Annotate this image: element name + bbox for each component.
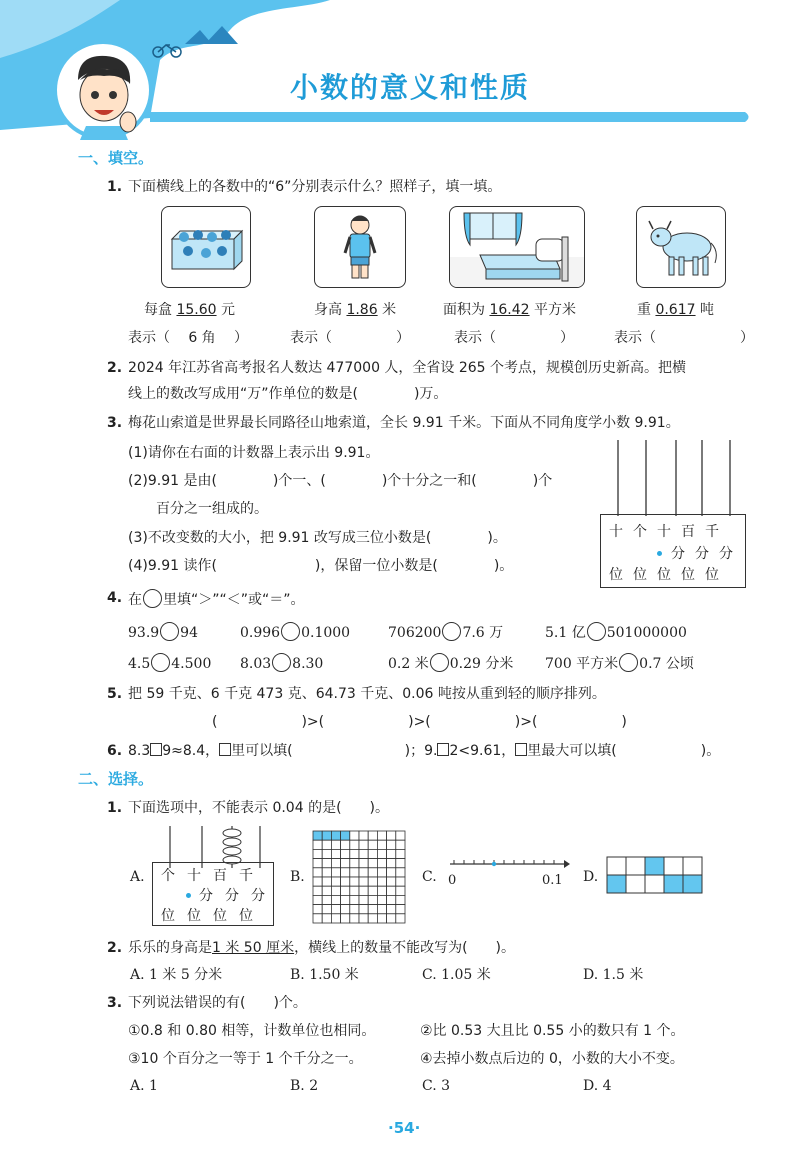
grid-cell — [377, 859, 386, 868]
grid-cell — [377, 886, 386, 895]
s2-q3-statement-1: ①0.8 和 0.80 相等，计数单位也相同。 — [128, 1023, 376, 1039]
grid-cell — [350, 895, 359, 904]
grid-cell — [313, 877, 322, 886]
compare-circle-icon — [143, 589, 162, 608]
grid-cell — [387, 859, 396, 868]
q1-item1-answer[interactable]: 表示（ 6 角 ） — [128, 330, 248, 346]
grid-cell — [322, 831, 331, 840]
block-cell — [645, 875, 664, 893]
grid-cell — [322, 859, 331, 868]
grid-cell — [350, 868, 359, 877]
s2-q1-number: 1. — [107, 800, 123, 816]
s2-q2-option-c[interactable]: C. 1.05 米 — [422, 967, 491, 983]
grid-cell — [350, 886, 359, 895]
q2-line1: 2024 年江苏省高考报名人数达 477000 人，全省设 265 个考点，规模创历史新高。把横 — [128, 360, 687, 376]
grid-cell — [387, 877, 396, 886]
q3-counter-wei-1: 位 — [609, 567, 633, 583]
grid-cell — [341, 859, 350, 868]
q1-text: 下面横线上的各数中的“6”分别表示什么？照样子，填一填。 — [128, 179, 502, 195]
grid-cell — [350, 914, 359, 923]
q6-text[interactable]: 8.3 9≈8.4， 里可以填( )；9. 2<9.61， 里最大可以填( )。 — [128, 743, 721, 759]
grid-cell — [359, 840, 368, 849]
q2-number: 2. — [107, 360, 123, 376]
number-line-start: 0 — [448, 873, 457, 888]
grid-cell — [322, 877, 331, 886]
q3-counter-label-5: 千 — [705, 524, 729, 540]
grid-cell — [350, 859, 359, 868]
s2-q1-option-b[interactable]: B. — [290, 869, 305, 885]
grid-cell — [313, 886, 322, 895]
grid-cell — [387, 886, 396, 895]
blank-box-icon — [515, 743, 527, 756]
grid-cell — [368, 831, 377, 840]
q3-counter-rods[interactable] — [598, 436, 748, 516]
grid-cell — [331, 849, 340, 858]
grid-cell — [313, 905, 322, 914]
grid-cell — [341, 895, 350, 904]
grid-cell — [396, 831, 405, 840]
q3-counter-wei-2: 位 — [633, 567, 657, 583]
q3-counter-label-3: 十 — [657, 524, 681, 540]
grid-cell — [387, 849, 396, 858]
grid-cell — [387, 868, 396, 877]
block-cell — [607, 857, 626, 875]
q1-item3-answer[interactable]: 表示（ ） — [454, 330, 574, 346]
grid-cell — [313, 840, 322, 849]
grid-cell — [377, 877, 386, 886]
s2-q3-statement-4: ④去掉小数点后边的 0，小数的大小不变。 — [420, 1051, 684, 1067]
block-cell — [683, 857, 702, 875]
q1-item3-caption: 面积为 16.42 平方米 — [443, 302, 576, 318]
cow-icon — [636, 206, 726, 288]
grid-cell — [331, 914, 340, 923]
grid-cell — [368, 905, 377, 914]
grid-cell — [368, 895, 377, 904]
grid-cell — [359, 914, 368, 923]
grid-cell — [396, 877, 405, 886]
q4-pair-7[interactable]: 0.2 米 0.29 分米 — [388, 653, 513, 673]
grid-cell — [313, 859, 322, 868]
section1-heading: 一、填空。 — [78, 149, 154, 167]
grid-cell — [331, 831, 340, 840]
decimal-point — [186, 893, 191, 898]
boy-icon — [314, 206, 406, 288]
q3-sub1: (1)请你在右面的计数器上表示出 9.91。 — [128, 445, 380, 461]
q5-number: 5. — [107, 686, 123, 702]
q4-pair-8[interactable]: 700 平方米 0.7 公顷 — [545, 653, 694, 673]
section2-heading: 二、选择。 — [78, 770, 154, 788]
grid-cell — [331, 905, 340, 914]
grid-cell — [313, 895, 322, 904]
q3-counter-label-1: 十 — [609, 524, 633, 540]
q3-counter-fen-2: 分 — [695, 546, 719, 562]
q1-item2-caption: 身高 1.86 米 — [314, 302, 397, 318]
grid-cell — [313, 914, 322, 923]
q3-counter-label-2: 个 — [633, 524, 657, 540]
q1-item2-answer[interactable]: 表示（ ） — [290, 330, 410, 346]
block-cell — [626, 857, 645, 875]
grid-cell — [331, 895, 340, 904]
grid-cell — [368, 859, 377, 868]
grid-cell — [350, 831, 359, 840]
s2-q3-statement-3: ③10 个百分之一等于 1 个千分之一。 — [128, 1051, 363, 1067]
grid-cell — [359, 849, 368, 858]
q3-sub4[interactable]: (4)9.91 读作( )，保留一位小数是( )。 — [128, 558, 514, 574]
q3-text: 梅花山索道是世界最长同路径山地索道，全长 9.91 千米。下面从不同角度学小数 9.91。 — [128, 415, 680, 431]
grid-cell — [359, 905, 368, 914]
mascot-boy-icon — [48, 40, 158, 140]
block-cell — [683, 875, 702, 893]
number-line — [446, 854, 571, 874]
q3-sub3[interactable]: (3)不改变数的大小，把 9.91 改写成三位小数是( )。 — [128, 530, 507, 546]
s2-q1-text[interactable]: 下面选项中，不能表示 0.04 的是( )。 — [128, 800, 389, 816]
q5-text: 把 59 千克、6 千克 473 克、64.73 千克、0.06 吨按从重到轻的顺序排列。 — [128, 686, 606, 702]
q3-counter-wei-5: 位 — [705, 567, 729, 583]
q5-blanks[interactable]: ( )>( )>( )>( ) — [212, 714, 627, 730]
s2-q2-text[interactable]: 乐乐的身高是1 米 50 厘米，横线上的数量不能改写为( )。 — [128, 940, 516, 956]
grid-cell — [377, 895, 386, 904]
grid-cell — [350, 905, 359, 914]
grid-cell — [368, 914, 377, 923]
s2-q3-option-d[interactable]: D. 4 — [583, 1078, 612, 1094]
grid-cell — [368, 849, 377, 858]
grid-cell — [359, 886, 368, 895]
grid-cell — [377, 849, 386, 858]
s2-q1-option-d[interactable]: D. — [583, 869, 599, 885]
number-line-point — [492, 862, 496, 866]
q4-pair-3[interactable]: 706200 7.6 万 — [388, 622, 503, 642]
q3-counter-base — [600, 514, 746, 588]
grid-cell — [341, 905, 350, 914]
grid-cell — [341, 914, 350, 923]
grid-cell — [341, 868, 350, 877]
grid-cell — [377, 831, 386, 840]
arrow-icon — [564, 860, 570, 868]
s2-q2-option-a[interactable]: A. 1 米 5 分米 — [130, 967, 223, 983]
grid-cell — [359, 859, 368, 868]
grid-cell — [350, 849, 359, 858]
block-cell — [645, 857, 664, 875]
number-line-end: 0.1 — [542, 873, 563, 888]
grid-cell — [368, 840, 377, 849]
grid-cell — [368, 877, 377, 886]
grid-cell — [322, 849, 331, 858]
grid-cell — [396, 868, 405, 877]
grid-cell — [322, 914, 331, 923]
grid-cell — [368, 886, 377, 895]
grid-cell — [313, 868, 322, 877]
grid-cell — [341, 877, 350, 886]
s2-q1-option-a[interactable]: A. — [130, 869, 145, 885]
grid-cell — [359, 895, 368, 904]
grid-cell — [387, 840, 396, 849]
q3-counter-wei-4: 位 — [681, 567, 705, 583]
decimal-point — [657, 551, 662, 556]
page-title: 小数的意义和性质 — [290, 71, 531, 104]
block-cell — [664, 857, 683, 875]
grid-cell — [341, 840, 350, 849]
rect-blocks — [606, 856, 706, 896]
q4-number: 4. — [107, 590, 123, 606]
grid-cell — [396, 859, 405, 868]
s2-q3-option-c[interactable]: C. 3 — [422, 1078, 451, 1094]
blank-box-icon — [219, 743, 231, 756]
q3-counter-wei-3: 位 — [657, 567, 681, 583]
s2-q3-statement-2: ②比 0.53 大且比 0.55 小的数只有 1 个。 — [420, 1023, 685, 1039]
grid-cell — [396, 914, 405, 923]
q4-pair-2[interactable]: 0.996 0.1000 — [240, 622, 350, 642]
q3-sub2a[interactable]: (2)9.91 是由( )个一、( )个十分之一和( )个 — [128, 473, 553, 489]
grid-cell — [396, 905, 405, 914]
s2-q2-option-d[interactable]: D. 1.5 米 — [583, 967, 644, 983]
grid-cell — [313, 849, 322, 858]
grid-cell — [322, 868, 331, 877]
s2-counter-base: 个十百千 分分分 位位位位 — [152, 862, 274, 926]
s2-q3-option-b[interactable]: B. 2 — [290, 1078, 319, 1094]
grid-cell — [359, 877, 368, 886]
grid-cell — [331, 859, 340, 868]
grid-cell — [359, 868, 368, 877]
grid-cell — [387, 914, 396, 923]
grid-cell — [322, 895, 331, 904]
q1-item4-caption: 重 0.617 吨 — [637, 302, 714, 318]
page-number: ·54· — [388, 1119, 421, 1137]
grid-cell — [341, 849, 350, 858]
block-cell — [607, 875, 626, 893]
grid-cell — [331, 886, 340, 895]
grid-cell — [341, 831, 350, 840]
q4-pair-4[interactable]: 5.1 亿 501000000 — [545, 622, 687, 642]
hundred-grid — [312, 830, 406, 924]
q3-counter-fen-1: 分 — [671, 546, 695, 562]
grid-cell — [313, 831, 322, 840]
q4-pair-5[interactable]: 4.5 4.500 — [128, 653, 211, 673]
q4-text: 在 里填“＞”“＜”或“＝”。 — [128, 589, 305, 609]
grid-cell — [377, 914, 386, 923]
grid-cell — [387, 895, 396, 904]
grid-cell — [387, 905, 396, 914]
s2-q2-number: 2. — [107, 940, 123, 956]
q3-counter-label-4: 百 — [681, 524, 705, 540]
grid-cell — [396, 886, 405, 895]
s2-q3-number: 3. — [107, 995, 123, 1011]
grid-cell — [396, 849, 405, 858]
grid-cell — [331, 877, 340, 886]
bedroom-icon — [449, 206, 585, 288]
grid-cell — [377, 840, 386, 849]
q1-number: 1. — [107, 179, 123, 195]
grid-cell — [350, 840, 359, 849]
blank-box-icon — [150, 743, 162, 756]
s2-q2-option-b[interactable]: B. 1.50 米 — [290, 967, 359, 983]
s2-q1-option-c[interactable]: C. — [422, 869, 437, 885]
grid-cell — [341, 886, 350, 895]
blank-box-icon — [437, 743, 449, 756]
grid-cell — [350, 877, 359, 886]
q1-item4-answer[interactable]: 表示（ ） — [614, 330, 754, 346]
grid-cell — [377, 868, 386, 877]
block-cell — [626, 875, 645, 893]
q4-pair-1[interactable]: 93.9 94 — [128, 622, 198, 642]
q4-pair-6[interactable]: 8.03 8.30 — [240, 653, 323, 673]
q2-line2[interactable]: 线上的数改写成用“万”作单位的数是( )万。 — [128, 386, 448, 402]
s2-q3-text[interactable]: 下列说法错误的有( )个。 — [128, 995, 307, 1011]
q3-counter-fen-3: 分 — [719, 546, 743, 562]
grid-cell — [322, 886, 331, 895]
grid-cell — [368, 868, 377, 877]
grid-cell — [396, 895, 405, 904]
box-of-items-icon — [161, 206, 251, 288]
q3-number: 3. — [107, 415, 123, 431]
block-cell — [664, 875, 683, 893]
grid-cell — [396, 840, 405, 849]
grid-cell — [331, 868, 340, 877]
grid-cell — [387, 831, 396, 840]
s2-q3-option-a[interactable]: A. 1 — [130, 1078, 158, 1094]
q6-number: 6. — [107, 743, 123, 759]
grid-cell — [322, 905, 331, 914]
q1-item1-caption: 每盒 15.60 元 — [144, 302, 235, 318]
grid-cell — [322, 840, 331, 849]
q3-sub2b: 百分之一组成的。 — [156, 501, 268, 517]
grid-cell — [359, 831, 368, 840]
grid-cell — [377, 905, 386, 914]
grid-cell — [331, 840, 340, 849]
